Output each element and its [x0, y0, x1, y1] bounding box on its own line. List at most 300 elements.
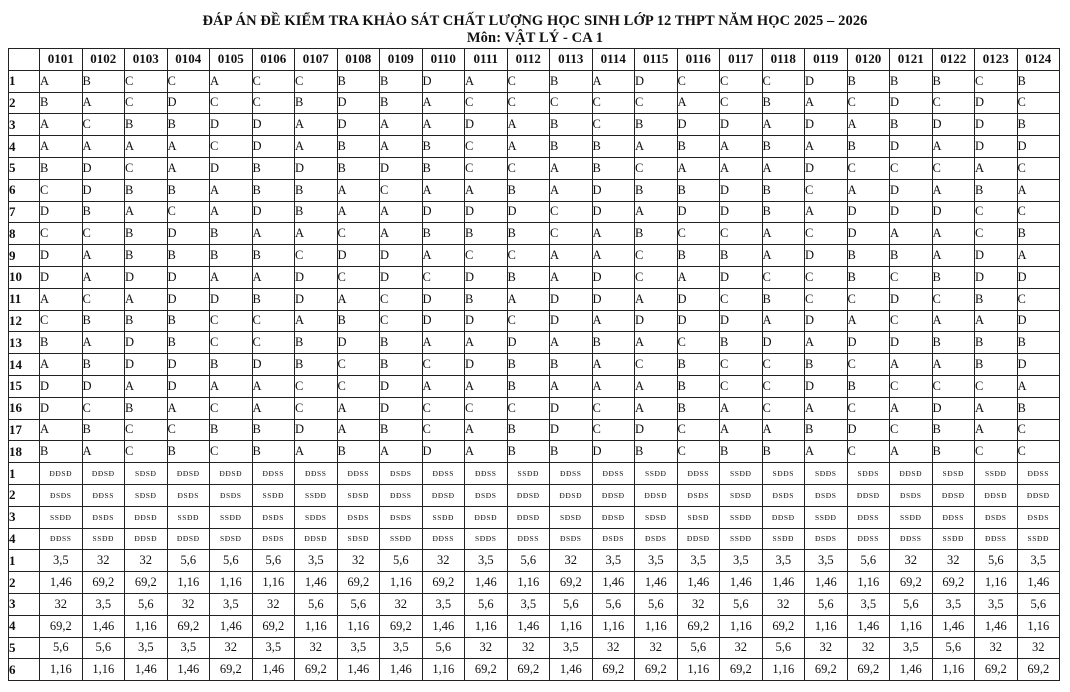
answer-cell: D	[125, 354, 168, 376]
answer-cell: C	[40, 310, 83, 332]
answer-cell: A	[932, 310, 975, 332]
answer-cell: A	[422, 332, 465, 354]
answer-cell: 1,46	[337, 659, 380, 681]
answer-cell: ĐĐSĐ	[550, 484, 593, 506]
exam-code-header: 0124	[1017, 49, 1060, 71]
answer-cell: A	[550, 375, 593, 397]
answer-cell: ĐSĐS	[805, 484, 848, 506]
answer-cell: 1,46	[975, 615, 1018, 637]
question-number: 9	[9, 245, 40, 267]
answer-cell: C	[720, 223, 763, 245]
answer-cell: ĐSĐS	[635, 528, 678, 550]
answer-cell: D	[890, 179, 933, 201]
answer-cell: D	[677, 114, 720, 136]
answer-cell: D	[210, 288, 253, 310]
answer-cell: ĐĐSĐ	[635, 484, 678, 506]
answer-cell: ĐSĐS	[592, 528, 635, 550]
answer-cell: 3,5	[252, 637, 295, 659]
answer-cell: 69,2	[677, 615, 720, 637]
answer-cell: 1,46	[932, 615, 975, 637]
answer-cell: 1,46	[720, 572, 763, 594]
answer-cell: A	[592, 354, 635, 376]
answer-cell: SSĐĐ	[252, 484, 295, 506]
answer-cell: 69,2	[890, 572, 933, 594]
answer-cell: A	[40, 288, 83, 310]
answer-cell: D	[422, 441, 465, 463]
answer-cell: B	[635, 441, 678, 463]
answer-cell: 1,46	[125, 659, 168, 681]
answer-cell: 1,46	[805, 572, 848, 594]
question-number: 2	[9, 484, 40, 506]
answer-cell: A	[465, 441, 508, 463]
answer-cell: 1,46	[507, 615, 550, 637]
answer-cell: B	[762, 288, 805, 310]
answer-cell: A	[720, 397, 763, 419]
answer-cell: C	[82, 397, 125, 419]
answer-cell: D	[720, 201, 763, 223]
multiple-choice-row	[9, 201, 1060, 223]
answer-cell: A	[720, 136, 763, 158]
answer-cell: D	[677, 288, 720, 310]
answer-cell: D	[337, 332, 380, 354]
answer-cell: ĐĐSĐ	[167, 528, 210, 550]
answer-cell: D	[252, 114, 295, 136]
answer-cell: 69,2	[210, 659, 253, 681]
answer-cell: A	[422, 92, 465, 114]
answer-cell: ĐSĐS	[337, 506, 380, 528]
answer-cell: B	[635, 114, 678, 136]
answer-cell: B	[932, 441, 975, 463]
exam-code-header: 0108	[337, 49, 380, 71]
answer-cell: A	[847, 179, 890, 201]
answer-cell: ĐSĐS	[252, 506, 295, 528]
question-number: 2	[9, 572, 40, 594]
answer-cell: 3,5	[210, 593, 253, 615]
answer-cell: A	[337, 288, 380, 310]
answer-cell: B	[635, 223, 678, 245]
answer-cell: A	[635, 136, 678, 158]
answer-cell: D	[720, 266, 763, 288]
answer-cell: A	[82, 136, 125, 158]
question-number: 17	[9, 419, 40, 441]
answer-cell: A	[422, 245, 465, 267]
answer-cell: SSĐĐ	[762, 528, 805, 550]
answer-cell: SĐĐS	[762, 463, 805, 485]
answer-cell: 32	[805, 637, 848, 659]
multiple-choice-row	[9, 441, 1060, 463]
answer-cell: D	[805, 70, 848, 92]
answer-cell: D	[1017, 310, 1060, 332]
answer-cell: B	[210, 245, 253, 267]
multiple-choice-row	[9, 266, 1060, 288]
true-false-row	[9, 463, 1060, 485]
answer-cell: 1,16	[677, 659, 720, 681]
answer-cell: 1,46	[82, 615, 125, 637]
answer-cell: A	[805, 92, 848, 114]
answer-cell: SSĐĐ	[932, 528, 975, 550]
answer-cell: B	[550, 114, 593, 136]
answer-cell: 69,2	[550, 572, 593, 594]
answer-cell: 1,16	[805, 615, 848, 637]
answer-cell: ĐĐSS	[890, 528, 933, 550]
exam-code-header: 0114	[592, 49, 635, 71]
answer-cell: 32	[210, 637, 253, 659]
answer-cell: D	[975, 245, 1018, 267]
answer-cell: ĐĐSĐ	[210, 463, 253, 485]
answer-cell: 3,5	[550, 637, 593, 659]
answer-cell: B	[295, 332, 338, 354]
answer-cell: 1,46	[210, 615, 253, 637]
answer-cell: ĐĐSĐ	[890, 463, 933, 485]
answer-cell: B	[295, 201, 338, 223]
answer-cell: 69,2	[762, 615, 805, 637]
answer-cell: B	[677, 397, 720, 419]
answer-cell: 5,6	[677, 637, 720, 659]
answer-cell: B	[125, 245, 168, 267]
answer-cell: C	[975, 375, 1018, 397]
answer-cell: SĐSĐ	[210, 528, 253, 550]
answer-cell: B	[252, 157, 295, 179]
answer-cell: B	[465, 223, 508, 245]
answer-cell: D	[465, 310, 508, 332]
answer-cell: D	[932, 201, 975, 223]
answer-cell: A	[380, 136, 423, 158]
multiple-choice-row	[9, 354, 1060, 376]
answer-cell: D	[890, 201, 933, 223]
answer-cell: D	[167, 92, 210, 114]
answer-cell: B	[295, 92, 338, 114]
answer-cell: B	[210, 354, 253, 376]
answer-cell: D	[465, 266, 508, 288]
answer-cell: A	[252, 375, 295, 397]
answer-cell: 5,6	[932, 637, 975, 659]
answer-cell: 5,6	[592, 593, 635, 615]
answer-cell: B	[380, 354, 423, 376]
answer-cell: B	[422, 157, 465, 179]
question-number: 3	[9, 506, 40, 528]
multiple-choice-row	[9, 375, 1060, 397]
answer-cell: C	[890, 375, 933, 397]
question-number: 7	[9, 201, 40, 223]
exam-code-header: 0106	[252, 49, 295, 71]
answer-cell: D	[252, 201, 295, 223]
answer-cell: D	[890, 136, 933, 158]
question-number: 10	[9, 266, 40, 288]
answer-cell: B	[847, 136, 890, 158]
answer-cell: C	[762, 266, 805, 288]
answer-cell: C	[677, 70, 720, 92]
answer-cell: B	[507, 179, 550, 201]
answer-cell: ĐĐSĐ	[762, 506, 805, 528]
answer-cell: 1,46	[252, 659, 295, 681]
answer-cell: 5,6	[252, 550, 295, 572]
multiple-choice-row	[9, 157, 1060, 179]
answer-cell: 1,46	[422, 615, 465, 637]
answer-cell: SĐSĐ	[635, 506, 678, 528]
answer-cell: C	[932, 288, 975, 310]
answer-cell: A	[167, 397, 210, 419]
answer-cell: A	[167, 157, 210, 179]
answer-cell: C	[1017, 288, 1060, 310]
answer-cell: A	[295, 441, 338, 463]
answer-cell: ĐSĐS	[805, 528, 848, 550]
answer-cell: 69,2	[805, 659, 848, 681]
answer-cell: B	[847, 375, 890, 397]
answer-cell: D	[380, 245, 423, 267]
question-number: 1	[9, 550, 40, 572]
answer-cell: 5,6	[422, 637, 465, 659]
question-number: 6	[9, 179, 40, 201]
short-answer-row	[9, 659, 1060, 681]
answer-cell: D	[720, 114, 763, 136]
answer-cell: D	[210, 114, 253, 136]
answer-cell: A	[762, 223, 805, 245]
answer-cell: C	[295, 70, 338, 92]
answer-cell: 69,2	[720, 659, 763, 681]
answer-cell: 32	[252, 593, 295, 615]
answer-cell: A	[465, 419, 508, 441]
answer-cell: A	[592, 70, 635, 92]
answer-table	[8, 48, 1060, 681]
answer-cell: 1,16	[975, 572, 1018, 594]
answer-cell: B	[847, 245, 890, 267]
answer-cell: A	[507, 114, 550, 136]
answer-cell: ĐĐSĐ	[125, 506, 168, 528]
answer-cell: 3,5	[762, 550, 805, 572]
answer-cell: C	[380, 179, 423, 201]
answer-cell: ĐSĐS	[210, 484, 253, 506]
answer-cell: B	[592, 332, 635, 354]
answer-cell: D	[252, 354, 295, 376]
question-number: 8	[9, 223, 40, 245]
answer-cell: ĐĐSĐ	[932, 484, 975, 506]
answer-cell: ĐSĐS	[677, 484, 720, 506]
answer-cell: 1,16	[125, 615, 168, 637]
answer-cell: A	[1017, 245, 1060, 267]
answer-cell: ĐĐSĐ	[1017, 484, 1060, 506]
answer-cell: A	[805, 397, 848, 419]
answer-cell: A	[422, 179, 465, 201]
answer-cell: A	[932, 354, 975, 376]
answer-cell: D	[40, 375, 83, 397]
answer-cell: B	[167, 179, 210, 201]
answer-cell: 5,6	[890, 593, 933, 615]
answer-cell: C	[890, 157, 933, 179]
answer-cell: C	[847, 288, 890, 310]
answer-cell: B	[592, 157, 635, 179]
answer-cell: C	[762, 375, 805, 397]
answer-cell: C	[975, 223, 1018, 245]
answer-cell: SSĐĐ	[890, 506, 933, 528]
answer-cell: 1,46	[465, 572, 508, 594]
question-number: 16	[9, 397, 40, 419]
answer-cell: B	[337, 157, 380, 179]
answer-cell: 1,16	[507, 572, 550, 594]
answer-cell: C	[125, 419, 168, 441]
answer-cell: A	[507, 136, 550, 158]
answer-cell: B	[677, 354, 720, 376]
answer-cell: A	[677, 157, 720, 179]
answer-cell: SSĐĐ	[210, 506, 253, 528]
answer-cell: C	[592, 419, 635, 441]
answer-cell: A	[890, 223, 933, 245]
answer-cell: C	[550, 92, 593, 114]
answer-cell: D	[975, 136, 1018, 158]
answer-cell: 1,16	[380, 572, 423, 594]
answer-cell: A	[295, 223, 338, 245]
answer-cell: A	[210, 201, 253, 223]
answer-cell: C	[847, 397, 890, 419]
answer-cell: ĐĐSS	[592, 463, 635, 485]
answer-cell: C	[720, 70, 763, 92]
answer-cell: D	[805, 310, 848, 332]
answer-cell: 5,6	[337, 593, 380, 615]
answer-cell: D	[805, 375, 848, 397]
answer-cell: 1,46	[635, 572, 678, 594]
question-number: 1	[9, 70, 40, 92]
exam-code-header: 0121	[890, 49, 933, 71]
answer-cell: SĐĐS	[295, 506, 338, 528]
answer-cell: D	[592, 441, 635, 463]
answer-cell: ĐĐSĐ	[975, 484, 1018, 506]
answer-cell: A	[762, 157, 805, 179]
corner-cell	[9, 49, 40, 71]
answer-cell: 3,5	[1017, 550, 1060, 572]
answer-cell: 3,5	[677, 550, 720, 572]
answer-cell: D	[720, 310, 763, 332]
answer-cell: A	[465, 332, 508, 354]
answer-cell: 5,6	[975, 550, 1018, 572]
answer-cell: ĐĐSS	[847, 506, 890, 528]
answer-cell: C	[847, 441, 890, 463]
answer-cell: 3,5	[82, 593, 125, 615]
answer-cell: B	[167, 310, 210, 332]
answer-cell: D	[507, 332, 550, 354]
answer-cell: C	[167, 419, 210, 441]
answer-cell: B	[932, 70, 975, 92]
answer-cell: A	[847, 310, 890, 332]
answer-cell: D	[507, 201, 550, 223]
exam-code-header: 0120	[847, 49, 890, 71]
answer-cell: 5,6	[635, 593, 678, 615]
answer-cell: A	[40, 136, 83, 158]
answer-cell: 32	[592, 637, 635, 659]
answer-cell: A	[635, 201, 678, 223]
answer-cell: 5,6	[465, 593, 508, 615]
answer-cell: A	[465, 375, 508, 397]
question-number: 2	[9, 92, 40, 114]
answer-cell: 3,5	[720, 550, 763, 572]
answer-cell: ĐĐSS	[337, 463, 380, 485]
answer-cell: A	[592, 310, 635, 332]
answer-cell: B	[252, 179, 295, 201]
answer-cell: D	[847, 223, 890, 245]
answer-cell: ĐSĐS	[550, 528, 593, 550]
answer-cell: SĐSĐ	[932, 463, 975, 485]
answer-cell: C	[337, 223, 380, 245]
answer-cell: A	[592, 223, 635, 245]
answer-cell: C	[847, 92, 890, 114]
answer-cell: B	[40, 92, 83, 114]
answer-cell: C	[677, 332, 720, 354]
answer-cell: B	[422, 223, 465, 245]
answer-cell: B	[762, 179, 805, 201]
answer-cell: 69,2	[592, 659, 635, 681]
answer-cell: 32	[932, 550, 975, 572]
answer-cell: A	[82, 441, 125, 463]
answer-cell: D	[82, 179, 125, 201]
answer-cell: 3,5	[295, 550, 338, 572]
answer-cell: D	[40, 397, 83, 419]
answer-cell: 1,16	[762, 659, 805, 681]
answer-cell: B	[167, 441, 210, 463]
answer-cell: D	[422, 201, 465, 223]
answer-cell: SĐSĐ	[550, 506, 593, 528]
answer-cell: D	[720, 179, 763, 201]
answer-cell: A	[932, 223, 975, 245]
answer-cell: D	[890, 92, 933, 114]
answer-cell: A	[975, 157, 1018, 179]
multiple-choice-row	[9, 114, 1060, 136]
answer-cell: B	[337, 441, 380, 463]
answer-cell: C	[125, 92, 168, 114]
answer-cell: A	[295, 114, 338, 136]
answer-cell: C	[210, 441, 253, 463]
answer-cell: SSĐĐ	[975, 463, 1018, 485]
answer-cell: C	[677, 419, 720, 441]
answer-cell: C	[465, 397, 508, 419]
answer-cell: B	[1017, 223, 1060, 245]
answer-cell: D	[125, 266, 168, 288]
answer-cell: B	[380, 70, 423, 92]
answer-cell: C	[252, 70, 295, 92]
answer-cell: C	[507, 157, 550, 179]
answer-cell: ĐĐSS	[847, 528, 890, 550]
answer-cell: ĐĐSS	[82, 484, 125, 506]
answer-cell: C	[1017, 201, 1060, 223]
answer-cell: ĐSĐS	[167, 484, 210, 506]
exam-code-header: 0118	[762, 49, 805, 71]
answer-cell: 3,5	[805, 550, 848, 572]
answer-cell: B	[210, 419, 253, 441]
answer-cell: A	[890, 397, 933, 419]
answer-cell: C	[720, 92, 763, 114]
answer-cell: B	[762, 441, 805, 463]
answer-cell: ĐĐSS	[550, 463, 593, 485]
answer-cell: C	[167, 201, 210, 223]
answer-cell: B	[507, 223, 550, 245]
answer-cell: B	[40, 157, 83, 179]
answer-cell: 69,2	[847, 659, 890, 681]
page-title: ĐÁP ÁN ĐỀ KIỂM TRA KHẢO SÁT CHẤT LƯỢNG HỌC SINH LỚP 12 THPT NĂM HỌC 2025 – 2026	[202, 13, 868, 29]
answer-cell: 69,2	[932, 572, 975, 594]
answer-cell: D	[550, 310, 593, 332]
answer-cell: 1,46	[167, 659, 210, 681]
answer-cell: C	[125, 441, 168, 463]
answer-cell: C	[507, 70, 550, 92]
answer-cell: D	[847, 419, 890, 441]
answer-cell: 5,6	[1017, 593, 1060, 615]
answer-cell: D	[82, 157, 125, 179]
answer-cell: C	[40, 179, 83, 201]
answer-cell: ĐĐSS	[40, 528, 83, 550]
answer-cell: B	[210, 223, 253, 245]
answer-cell: B	[805, 354, 848, 376]
answer-cell: 32	[1017, 637, 1060, 659]
answer-cell: D	[932, 114, 975, 136]
answer-cell: B	[465, 288, 508, 310]
answer-cell: B	[422, 136, 465, 158]
